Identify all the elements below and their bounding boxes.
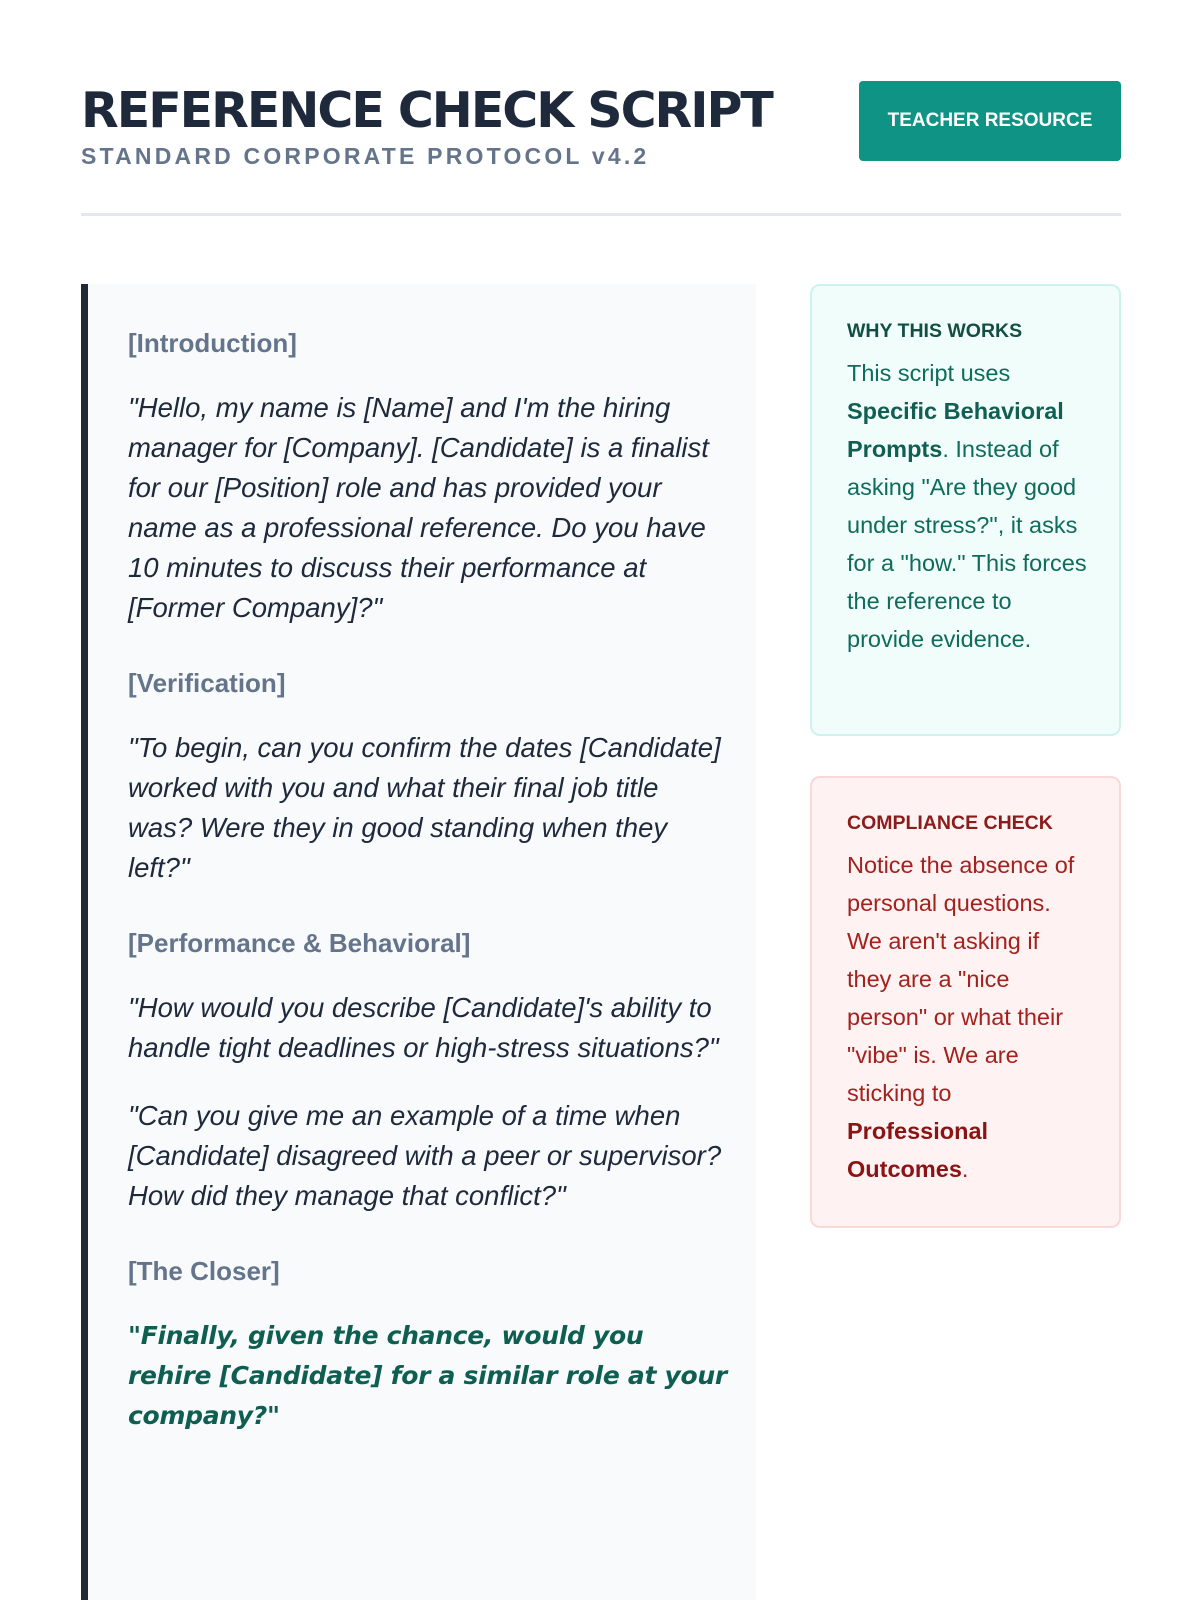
why-this-works-card <box>810 284 1121 736</box>
why-this-works-text <box>847 354 1087 658</box>
compliance-check-text <box>847 846 1087 1188</box>
section-heading-verification: [Verification] <box>128 668 286 698</box>
performance-quote-deadlines: "How would you describe [Candidate]'s ability to handle tight deadlines or high-stress situations?" <box>128 992 719 1063</box>
script-panel <box>81 284 756 1600</box>
section-heading-performance: [Performance & Behavioral] <box>128 928 471 958</box>
compliance-check-title: COMPLIANCE CHECK <box>847 812 1053 834</box>
script-content <box>128 324 728 1436</box>
why-text-emphasis: Specific Behavioral Prompts <box>847 398 1064 462</box>
performance-quote-conflict: "Can you give me an example of a time when [Candidate] disagreed with a peer or supervisor? How did they manage that conflict?" <box>128 1100 722 1211</box>
introduction-quote: "Hello, my name is [Name] and I'm the hiring manager for [Company]. [Candidate] is a finalist for our [Position] role and has provided your name as a professional reference. Do you have 10 minutes to discuss their performance at [Former Company]?" <box>128 392 709 623</box>
why-text-part-2: . Instead of asking "Are they good under stress?", it asks for a "how." This forces the reference to provide evidence. <box>847 436 1087 652</box>
why-text-part-1: This script uses <box>847 360 1011 386</box>
page-header <box>81 81 1121 217</box>
header-divider <box>81 213 1121 216</box>
page-subtitle: STANDARD CORPORATE PROTOCOL v4.2 <box>81 143 650 169</box>
compliance-text-part-2: . <box>961 1156 969 1182</box>
section-heading-closer: [The Closer] <box>128 1256 280 1286</box>
teacher-resource-badge[interactable]: TEACHER RESOURCE <box>859 81 1121 161</box>
section-heading-introduction: [Introduction] <box>128 328 297 358</box>
page-title: REFERENCE CHECK SCRIPT <box>81 82 772 139</box>
why-this-works-title: WHY THIS WORKS <box>847 320 1023 342</box>
verification-quote: "To begin, can you confirm the dates [Candidate] worked with you and what their final job title was? Were they in good standing when they left?" <box>128 732 721 883</box>
compliance-check-card <box>810 776 1121 1228</box>
compliance-text-emphasis: Professional Outcomes <box>847 1118 989 1182</box>
compliance-text-part-1: Notice the absence of personal questions. We aren't asking if they are a "nice person" or what their "vibe" is. We are sticking to <box>847 852 1075 1106</box>
closer-quote: "Finally, given the chance, would you rehire [Candidate] for a similar role at your company?" <box>128 1321 727 1430</box>
